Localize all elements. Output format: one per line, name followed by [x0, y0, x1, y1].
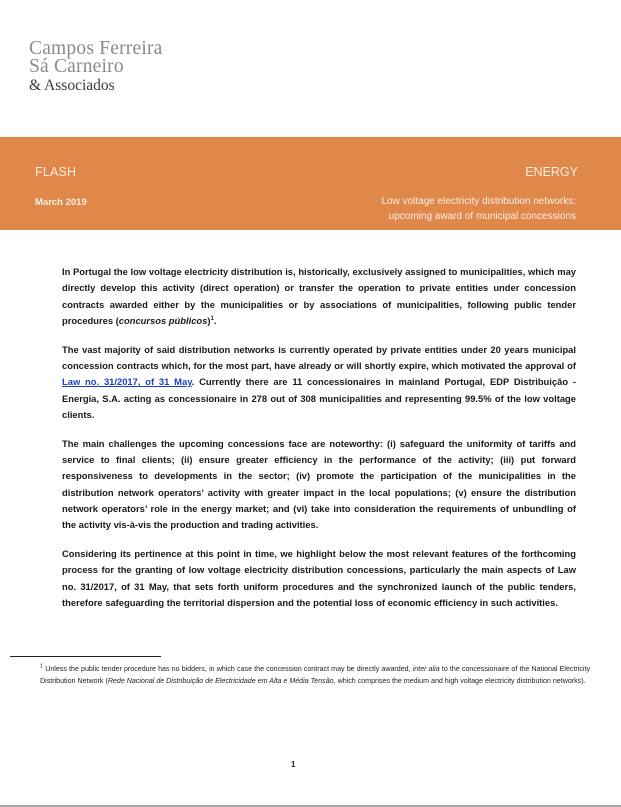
footnote-reference[interactable]: 1 — [210, 315, 214, 322]
footnote-number: 1 — [40, 663, 44, 670]
practice-area: ENERGY — [525, 165, 578, 179]
paragraph-text: The vast majority of said distribution networks is currently operated by private entities under 20 years municipal concession contracts which, for the most part, have already or will shortly expire, which motivated the approval of — [62, 343, 576, 371]
subtitle-line-1: Low voltage electricity distribution networks: — [381, 196, 576, 207]
header-band — [0, 137, 621, 230]
paragraph-challenges: The main challenges the upcoming concessions face are noteworthy: (i) safeguard the uniformity of tariffs and service to final clients; (ii) ensure greater efficiency in the performance of the activity; (iii) put forward responsiveness to developments in the sector; (iv) promote the participation of the municipalities in the distribution network operators’ activity with greater impact in the local populations; (v) ensure the distribution network operators’ role in the energy market; and (vi) take into consideration the requirements of unbundling of the activity vis-à-vis the production and trading activities. — [62, 437, 576, 531]
footnote-italic: inter alia — [412, 665, 440, 673]
law-link[interactable]: Law no. 31/2017, of 31 May — [62, 376, 192, 388]
paragraph-concessions — [62, 342, 576, 423]
firm-logo — [29, 40, 163, 95]
footnote — [40, 664, 590, 688]
article-body — [62, 264, 576, 624]
italic-term: concursos públicos — [118, 314, 208, 326]
footnote-italic: Rede Nacional de Distribuição de Electricidade em Alta e Média Tensão — [107, 676, 334, 685]
footnote-text: Unless the public tender procedure has no bidders, in which case the concession contract may be directly awarded, — [43, 665, 413, 673]
publication-date: March 2019 — [35, 197, 87, 208]
logo-line-1: Campos Ferreira — [29, 38, 163, 59]
footnote-divider — [10, 656, 161, 657]
paragraph-text: . — [213, 314, 217, 326]
logo-line-3: & Associados — [29, 77, 115, 94]
paragraph-text: . Currently there are 11 concessionaires in mainland Portugal, EDP Distribuição - Energia, S.A. acting as concessionaire in 278 out of 308 municipalities and representing 99.5% of the low voltage clients. — [62, 376, 576, 420]
document-subtitle — [381, 194, 576, 224]
paragraph-intro — [62, 264, 576, 329]
paragraph-text: In Portugal the low voltage electricity distribution is, historically, exclusively assigned to municipalities, which may directly develop this activity (direct operation) or transfer the operation to private entities under concession contracts awarded either by the municipalities or by associations of municipalities, following public tender procedures ( — [62, 266, 576, 326]
page-number: 1 — [291, 760, 296, 769]
footnote-text: to the concessionaire of the National Electricity Distribution Network ( — [40, 665, 590, 685]
section-label: FLASH — [35, 165, 77, 179]
paragraph-highlights: Considering its pertinence at this point in time, we highlight below the most relevant features of the forthcoming process for the granting of low voltage electricity distribution concessions, particularly the main aspects of Law no. 31/2017, of 31 May, that sets forth uniform procedures and the synchronized launch of the public tenders, therefore safeguarding the territorial dispersion and the potential loss of economic efficiency in such activities. — [62, 547, 576, 608]
subtitle-line-2: upcoming award of municipal concessions — [388, 211, 576, 222]
logo-line-2: Sá Carneiro — [29, 56, 124, 77]
paragraph-text: ) — [207, 314, 211, 326]
footnote-text: , which comprises the medium and high voltage electricity distribution networks). — [333, 676, 586, 685]
